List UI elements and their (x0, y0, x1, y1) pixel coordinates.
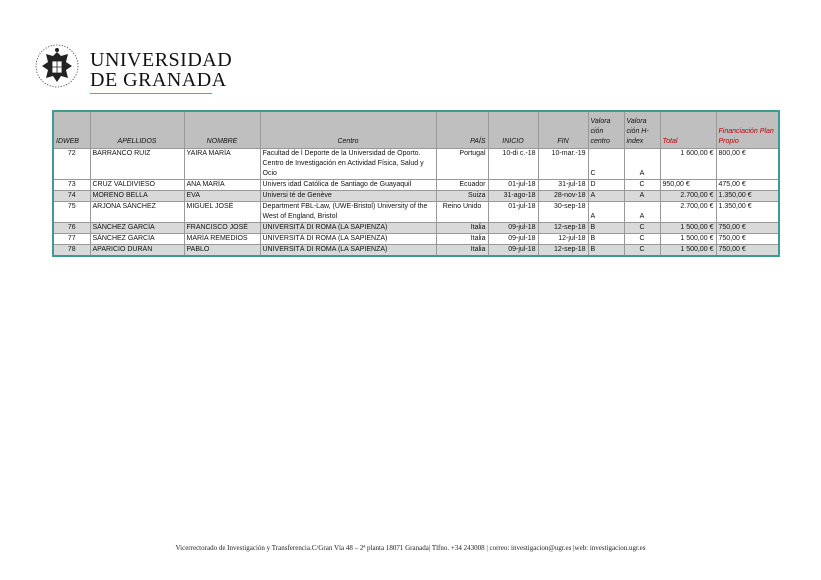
cell-val-hindex: C (624, 245, 660, 256)
cell-pais: Italia (436, 234, 488, 245)
cell-centro: UNIVERSITÁ DI ROMA (LA SAPIENZA) (260, 223, 436, 234)
cell-inicio: 01-jul-18 (488, 180, 538, 191)
cell-idweb: 72 (54, 149, 90, 180)
table-row (54, 202, 778, 223)
cell-fin: 12-sep-18 (538, 223, 588, 234)
cell-nombre: FRANCISCO JOSÉ (184, 223, 260, 234)
cell-inicio: 09-jul-18 (488, 245, 538, 256)
cell-val-centro: B (588, 245, 624, 256)
cell-val-hindex (624, 202, 660, 223)
cell-pais: Italia (436, 245, 488, 256)
grade-centro: D (590, 181, 596, 188)
cell-idweb: 76 (54, 223, 90, 234)
header-apellidos: APELLIDOS (90, 112, 184, 149)
cell-financiacion: 750,00 € (718, 246, 746, 253)
cell-idweb: 73 (54, 180, 90, 191)
cell-apellidos: SÁNCHEZ GARCÍA (90, 223, 184, 234)
cell-val-centro (588, 202, 624, 223)
cell-val-centro (588, 223, 624, 234)
header-valoracion-hindex: Valora ción H-index (624, 112, 660, 149)
cell-financiacion: 475,00 € (718, 181, 746, 188)
cell-financiacion: 800,00 € (718, 150, 746, 157)
cell-centro: UNIVERSITÁ DI ROMA (LA SAPIENZA) (260, 234, 436, 245)
cell-centro: Department FBL-Law, (UWE-Bristol) University of the West of England, Bristol (260, 202, 436, 223)
cell-pais: Reino Unido (436, 202, 488, 223)
cell-fin: 31-jul-18 (538, 180, 588, 191)
grade-hindex: C (639, 181, 645, 188)
header-centro: Centro (260, 112, 436, 149)
cell-centro: Univers idad Católica de Santiago de Guayaquil (260, 180, 436, 191)
cell-nombre: PABLO (184, 245, 260, 256)
cell-apellidos: ARJONA SÁNCHEZ (90, 202, 184, 223)
cell-fin: 12-jul-18 (538, 234, 588, 245)
cell-idweb: 75 (54, 202, 90, 223)
page-footer: Vicerrectorado de Investigación y Transferencia.C/Gran Vía 48 – 2ª planta 18071 Granada| Tlfno. +34 243008 | correo: investigacion@ugr.es |web: investigacion.ugr.es (175, 544, 646, 552)
grade-hindex: A (639, 170, 645, 177)
cell-idweb: 77 (54, 234, 90, 245)
cell-fin: 10-mar.-19 (538, 149, 588, 180)
cell-total: 1 600,00 € (660, 149, 716, 180)
table-row (54, 223, 778, 234)
cell-apellidos: CRUZ VALDIVIESO (90, 180, 184, 191)
header-fin: FIN (538, 112, 588, 149)
cell-inicio: 01-jul-18 (488, 202, 538, 223)
table-row (54, 149, 778, 180)
cell-nombre: MARÍA REMEDIOS (184, 234, 260, 245)
cell-pais: Italia (436, 223, 488, 234)
cell-total: 1 500,00 € (660, 245, 716, 256)
cell-apellidos: MORENO BELLA (90, 191, 184, 202)
cell-val-centro: B (588, 234, 624, 245)
table-row (54, 245, 778, 256)
university-logo (34, 42, 233, 98)
cell-centro: UNIVERSITÁ DI ROMA (LA SAPIENZA) (260, 245, 436, 256)
cell-nombre: EVA (184, 191, 260, 202)
cell-inicio: 10-di c.-18 (488, 149, 538, 180)
cell-val-hindex: C (624, 234, 660, 245)
cell-pais: Suiza (436, 191, 488, 202)
cell-val-centro (588, 149, 624, 180)
grade-centro: A (590, 213, 596, 220)
grade-hindex: A (639, 213, 645, 220)
header-pais: PAÍS (436, 112, 488, 149)
cell-idweb: 78 (54, 245, 90, 256)
cell-nombre: MIGUEL JOSÉ (184, 202, 260, 223)
cell-financiacion: 1.350,00 € (718, 203, 752, 210)
cell-nombre: ANA MARÍA (184, 180, 260, 191)
cell-fin: 30-sep-18 (538, 202, 588, 223)
cell-inicio: 31-ago-18 (488, 191, 538, 202)
university-name-line1: UNIVERSIDAD (90, 49, 233, 71)
table-row (54, 180, 778, 191)
cell-total: 950,00 € (660, 180, 716, 191)
grants-table (52, 110, 780, 257)
header-idweb: IDWEB (54, 112, 90, 149)
cell-fin: 28-nov-18 (538, 191, 588, 202)
university-name-line2: DE GRANADA (90, 69, 227, 91)
header-inicio: INICIO (488, 112, 538, 149)
cell-financiacion: 750,00 € (718, 235, 746, 242)
cell-pais: Portugal (436, 149, 488, 180)
cell-centro: Facultad de l Deporte de la Universidad de Oporto. Centro de Investigación en Actividad Física, Salud y Ocio (260, 149, 436, 180)
table-row (54, 191, 778, 202)
cell-idweb: 74 (54, 191, 90, 202)
cell-inicio: 09-jul-18 (488, 223, 538, 234)
grade-centro: B (590, 224, 596, 231)
cell-financiacion: 750,00 € (718, 224, 746, 231)
header-financiacion: Financiación Plan Propio (718, 128, 774, 145)
cell-apellidos: APARICIO DURÁN (90, 245, 184, 256)
cell-fin: 12-sep-18 (538, 245, 588, 256)
table-header-row (54, 112, 778, 149)
header-total: Total (660, 112, 716, 149)
cell-total: 2.700,00 € (660, 191, 716, 202)
cell-val-hindex (624, 180, 660, 191)
cell-apellidos: SÁNCHEZ GARCÍA (90, 234, 184, 245)
table-row (54, 234, 778, 245)
header-valoracion-centro: Valora ción centro (588, 112, 624, 149)
cell-financiacion: 1.350,00 € (718, 192, 752, 199)
cell-total: 1 500,00 € (660, 234, 716, 245)
cell-pais: Ecuador (436, 180, 488, 191)
cell-val-hindex: A (624, 191, 660, 202)
cell-total: 2.700,00 € (660, 202, 716, 223)
cell-val-centro (588, 180, 624, 191)
cell-val-hindex (624, 223, 660, 234)
university-crest-icon (34, 42, 80, 90)
cell-total: 1 500,00 € (660, 223, 716, 234)
grade-centro: C (590, 170, 596, 177)
cell-nombre: YAIRA MARÍA (184, 149, 260, 180)
header-nombre: NOMBRE (184, 112, 260, 149)
cell-inicio: 09-jul-18 (488, 234, 538, 245)
grade-hindex: C (639, 224, 645, 231)
cell-val-hindex (624, 149, 660, 180)
brand-rule (90, 93, 212, 94)
cell-apellidos: BARRANCO RUIZ (90, 149, 184, 180)
cell-val-centro: A (588, 191, 624, 202)
cell-centro: Universi té de Genève (260, 191, 436, 202)
